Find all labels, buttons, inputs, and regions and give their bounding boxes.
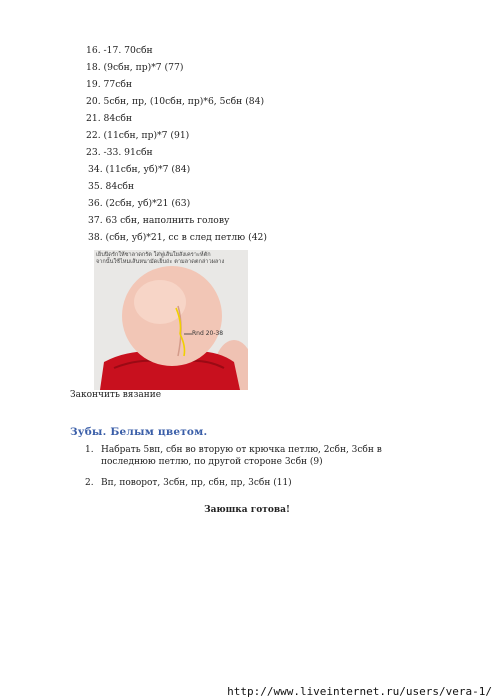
pattern-rows (86, 42, 406, 246)
list-item (85, 444, 425, 468)
pattern-row: 22. (11сбн, пр)*7 (91) (86, 130, 190, 141)
source-url-watermark: http://www.liveinternet.ru/users/vera-1/ (221, 683, 494, 699)
pattern-row: 16. -17. 70сбн (86, 45, 153, 56)
pattern-row: 34. (11сбн, уб)*7 (84) (88, 164, 191, 175)
pattern-row: 20. 5сбн, пр, (10сбн, пр)*6, 5сбн (84) (86, 96, 265, 107)
step-number: 2. (85, 478, 94, 488)
ready-text: Заюшка готова! (204, 505, 290, 515)
pattern-row: 19. 77сбн (86, 79, 133, 90)
pattern-row: 35. 84сбн (88, 181, 135, 192)
bunny-head-photo (94, 250, 248, 390)
pattern-row: 38. (сбн, уб)*21, сс в след петлю (42) (88, 232, 267, 243)
step-text: Набрать 5вп, сбн во вторую от крючка петлю, 2сбн, 3сбн в последнюю петлю, по другой стороне 3сбн (9) (101, 445, 382, 467)
photo-caption-line: จากนั้นใช้ไหมเส้นหนามัดเย็บถ่ะ ตามลาดตกล่าวผลาง (96, 259, 225, 265)
step-number: 1. (85, 445, 94, 455)
pattern-row: 36. (2сбн, уб)*21 (63) (88, 198, 191, 209)
step-text: Вп, поворот, 3сбн, пр, сбн, пр, 3сбн (11) (101, 478, 292, 488)
pattern-row: 21. 84сбн (86, 113, 133, 124)
photo-caption (96, 252, 246, 266)
photo-caption-line: เย็บปิดรักให้ซาลาดกรัต ใส่ฟูเส้นใยสังเคราะห์ตัก (96, 252, 211, 258)
pattern-row: 23. -33. 91сбн (86, 147, 153, 158)
teeth-section-title: Зубы. Белым цветом. (70, 426, 208, 438)
pattern-row: 18. (9сбн, пр)*7 (77) (86, 62, 184, 73)
teeth-steps-list (85, 444, 425, 498)
list-item (85, 477, 425, 489)
rnd-label: Rnd 20-38 (192, 330, 224, 337)
finish-text: Закончить вязание (70, 390, 162, 400)
pattern-row: 37. 63 сбн, наполнить голову (88, 215, 230, 226)
